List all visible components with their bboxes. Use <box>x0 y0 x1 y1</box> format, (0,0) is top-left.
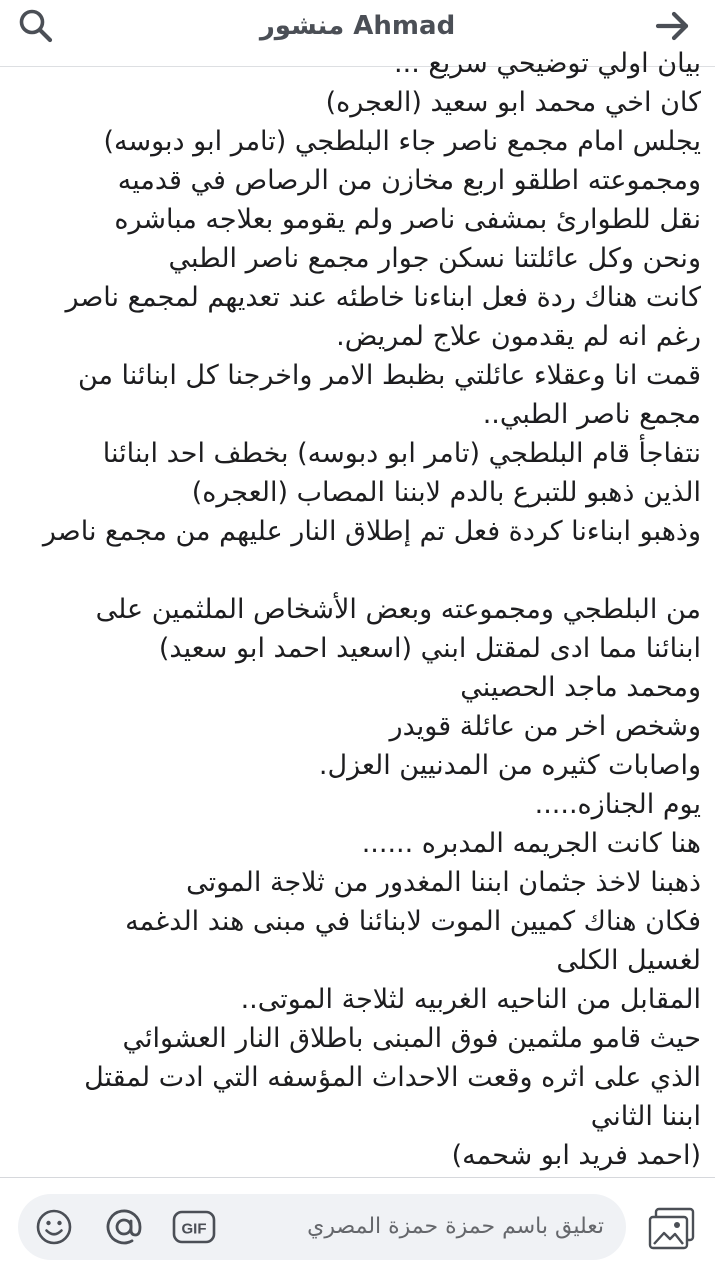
photo-button[interactable] <box>644 1204 700 1254</box>
post-line: من البلطجي ومجموعته وبعض الأشخاص الملثمين على <box>95 594 701 625</box>
search-icon <box>17 7 55 45</box>
post-line: واصابات كثيره من المدنيين العزل. <box>318 750 701 781</box>
at-icon <box>104 1207 144 1247</box>
gif-button[interactable] <box>172 1205 216 1249</box>
post-line: ومحمد ماجد الحصيني <box>460 672 701 703</box>
post-line: رغم انه لم يقدمون علاج لمريض. <box>336 321 701 352</box>
post-line: لغسيل الكلى <box>556 945 701 976</box>
post-line: المقابل من الناحيه الغربيه لثلاجة الموتى.. <box>240 984 701 1015</box>
post-line: يجلس امام مجمع ناصر جاء البلطجي (تامر ابو دبوسه) <box>103 126 701 157</box>
post-line: ابنائنا مما ادى لمقتل ابني (اسعيد احمد ابو سعيد) <box>158 633 701 664</box>
post-line: الذين ذهبو للتبرع بالدم لابننا المصاب (العجره) <box>191 477 701 508</box>
post-line: حيث قامو ملثمين فوق المبنى باطلاق النار العشوائي <box>122 1023 701 1054</box>
post-line: مجمع ناصر الطبي.. <box>482 399 701 430</box>
post-line: بيان اولي توضيحي سريع ... <box>394 48 701 79</box>
emoji-icon <box>34 1207 74 1247</box>
post-line <box>18 551 701 590</box>
post-line: ومجموعته اطلقو اربع مخازن من الرصاص في قدميه <box>117 165 701 196</box>
post-line: فكان هناك كميين الموت لابنائنا في مبنى هند الدغمه <box>125 906 701 937</box>
post-line: الذي على اثره وقعت الاحداث المؤسفه التي ادت لمقتل <box>84 1062 701 1093</box>
page-title: منشور Ahmad <box>259 11 456 41</box>
post-text <box>0 44 715 1175</box>
post-line: هنا كانت الجريمه المدبره ...... <box>361 828 701 859</box>
arrow-right-icon <box>655 10 691 42</box>
post-line: يوم الجنازه..... <box>534 789 701 820</box>
post-line: قمت انا وعقلاء عائلتي بظبط الامر واخرجنا كل ابنائنا من <box>77 360 701 391</box>
gif-icon <box>172 1209 216 1245</box>
post-line: نتفاجأ قام البلطجي (تامر ابو دبوسه) بخطف احد ابنائنا <box>102 438 701 469</box>
post-line: (احمد فريد ابو شحمه) <box>451 1140 701 1171</box>
post-line: وشخص اخر من عائلة قويدر <box>389 711 701 742</box>
post-line: ونحن وكل عائلتنا نسكن جوار مجمع ناصر الطبي <box>168 243 701 274</box>
post-line: كان اخي محمد ابو سعيد (العجره) <box>325 87 701 118</box>
post-line: كانت هناك ردة فعل ابناءنا خاطئه عند تعديهم لمجمع ناصر <box>65 282 701 313</box>
gif-label: GIF <box>181 1220 207 1238</box>
post-content <box>0 48 715 1176</box>
comment-placeholder: تعليق باسم حمزة حمزة المصري <box>307 1214 604 1239</box>
comment-bar <box>0 1178 715 1280</box>
post-line: ذهبنا لاخذ جثمان ابننا المغدور من ثلاجة الموتى <box>186 867 701 898</box>
photo-icon <box>647 1206 697 1252</box>
post-line: نقل للطوارئ بمشفى ناصر ولم يقومو بعلاجه مباشره <box>114 204 701 235</box>
post-line: وذهبو ابناءنا كردة فعل تم إطلاق النار عليهم من مجمع ناصر <box>42 516 701 547</box>
post-line: ابننا الثاني <box>590 1101 701 1132</box>
mention-button[interactable] <box>102 1205 146 1249</box>
emoji-button[interactable] <box>32 1205 76 1249</box>
comment-input[interactable] <box>18 1194 626 1260</box>
